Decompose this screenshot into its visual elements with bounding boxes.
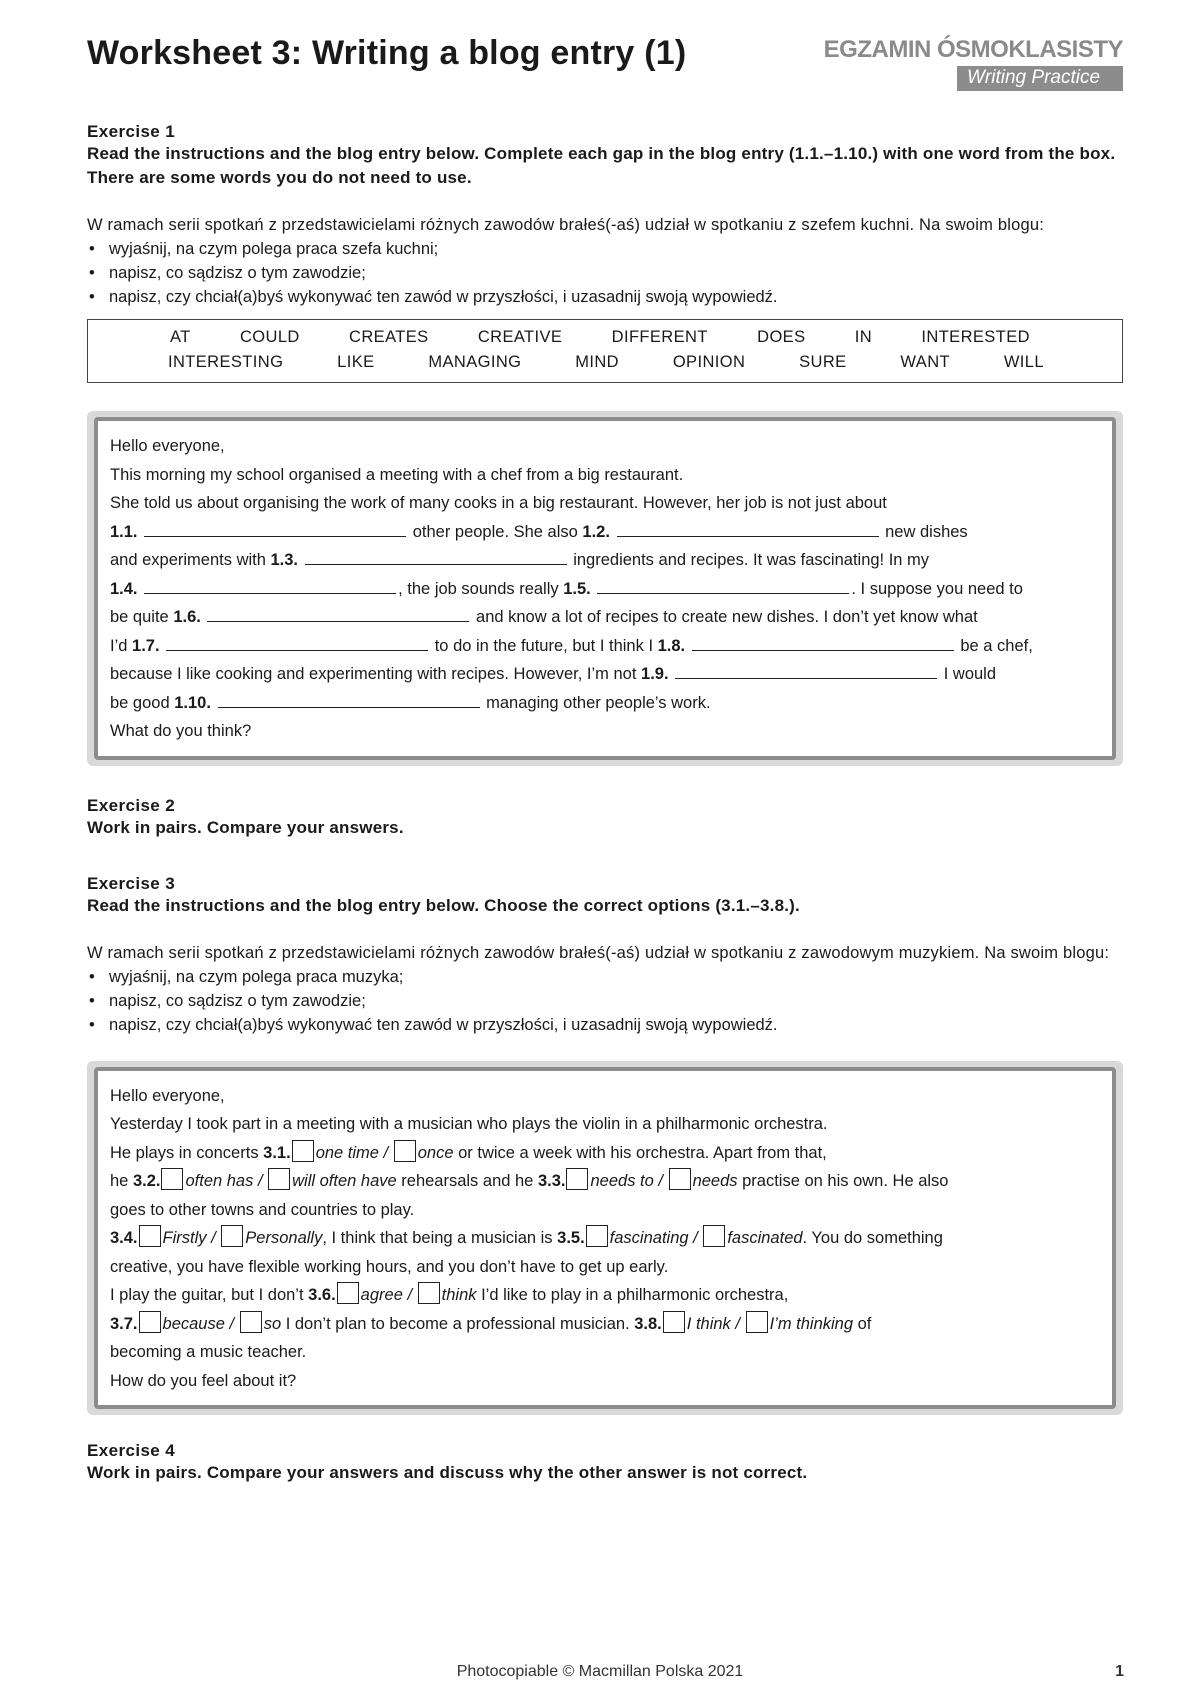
blog-line: What do you think? xyxy=(110,722,252,740)
option-text: agree / xyxy=(360,1286,413,1304)
blog-text: I would xyxy=(939,665,997,683)
blog-line xyxy=(110,689,1100,718)
option-text: fascinating / xyxy=(609,1229,698,1247)
word-item: MIND xyxy=(575,353,619,371)
blog-text: or twice a week with his orchestra. Apart from that, xyxy=(453,1143,827,1162)
word-item: CREATIVE xyxy=(477,328,563,346)
option-checkbox-3-3-a[interactable] xyxy=(566,1168,588,1190)
option-number: 3.6. xyxy=(308,1286,336,1304)
word-item: WANT xyxy=(900,353,950,371)
exercise-4-instruction: Work in pairs. Compare your answers and discuss why the other answer is not correct. xyxy=(87,1463,808,1482)
option-checkbox-3-7-b[interactable] xyxy=(240,1311,262,1333)
option-text: will often have xyxy=(292,1172,397,1190)
blog-line xyxy=(110,1281,1100,1310)
page-header xyxy=(87,30,1123,100)
gap-1-5[interactable] xyxy=(597,577,849,594)
blog-line: Yesterday I took part in a meeting with a musician who plays the violin in a philharmonic orchestra. xyxy=(110,1115,828,1133)
blog-line xyxy=(110,1139,1100,1168)
worksheet-page xyxy=(87,30,1123,1485)
blog-line: Hello everyone, xyxy=(110,437,225,455)
title-worksheet-number: Worksheet 3: xyxy=(87,34,303,72)
blog-text: he xyxy=(110,1172,133,1190)
gap-number: 1.3. xyxy=(270,551,299,569)
gap-number: 1.9. xyxy=(641,665,669,683)
exercise-1-heading: Exercise 1 xyxy=(87,122,176,141)
list-item: • napisz, czy chciał(a)byś wykonywać ten zawód w przyszłości, i uzasadnij swoją wypowiedź. xyxy=(87,1013,1123,1037)
blog-entry-3 xyxy=(94,1067,1116,1410)
word-item: INTERESTED xyxy=(921,328,1030,346)
option-number: 3.1. xyxy=(263,1143,291,1162)
blog-text: other people. She also xyxy=(408,522,583,541)
option-checkbox-3-6-a[interactable] xyxy=(337,1282,359,1304)
blog-text: ingredients and recipes. It was fascinating! In my xyxy=(568,551,930,569)
option-text: one time / xyxy=(315,1143,389,1162)
word-item: SURE xyxy=(799,353,847,371)
option-checkbox-3-3-b[interactable] xyxy=(669,1168,691,1190)
option-checkbox-3-2-a[interactable] xyxy=(161,1168,183,1190)
blog-text: I’d like to play in a philharmonic orchestra, xyxy=(476,1286,789,1304)
gap-1-3[interactable] xyxy=(305,548,567,565)
option-checkbox-3-1-b[interactable] xyxy=(394,1140,416,1162)
option-text: think xyxy=(441,1286,477,1304)
gap-number: 1.1. xyxy=(110,522,138,541)
page-number: 1 xyxy=(1115,1663,1124,1680)
option-number: 3.3. xyxy=(537,1172,566,1190)
blog-line xyxy=(110,1167,1100,1196)
gap-number: 1.4. xyxy=(110,579,138,598)
exercise-3-bullets xyxy=(87,965,1123,1037)
option-number: 3.7. xyxy=(110,1314,138,1333)
gap-1-8[interactable] xyxy=(692,634,954,651)
copyright-notice: Photocopiable © Macmillan Polska 2021 xyxy=(456,1663,744,1680)
blog-text: I play the guitar, but I don’t xyxy=(110,1286,309,1304)
blog-entry-1-frame xyxy=(87,411,1123,766)
list-item: • wyjaśnij, na czym polega praca szefa kuchni; xyxy=(87,237,1123,261)
option-number: 3.8. xyxy=(634,1314,662,1333)
option-text: because / xyxy=(162,1314,235,1333)
option-checkbox-3-2-b[interactable] xyxy=(268,1168,290,1190)
blog-text: . I suppose you need to xyxy=(851,579,1023,598)
brand-logo xyxy=(824,36,1123,91)
blog-entry-3-frame xyxy=(87,1061,1123,1416)
blog-text: and experiments with xyxy=(110,551,271,569)
option-text: so xyxy=(263,1314,282,1333)
option-checkbox-3-5-a[interactable] xyxy=(586,1225,608,1247)
blog-line xyxy=(110,1310,1100,1339)
blog-line: How do you feel about it? xyxy=(110,1371,297,1390)
blog-text: He plays in concerts xyxy=(110,1143,264,1162)
gap-1-10[interactable] xyxy=(218,691,480,708)
option-checkbox-3-6-b[interactable] xyxy=(418,1282,440,1304)
gap-number: 1.7. xyxy=(132,636,160,655)
exercise-4-heading: Exercise 4 xyxy=(87,1441,176,1460)
list-item: • wyjaśnij, na czym polega praca muzyka; xyxy=(87,965,1123,989)
exercise-3-heading: Exercise 3 xyxy=(87,873,176,893)
blog-entry-1 xyxy=(94,417,1116,760)
option-checkbox-3-8-a[interactable] xyxy=(663,1311,685,1333)
gap-1-1[interactable] xyxy=(144,520,406,537)
gap-number: 1.8. xyxy=(657,636,686,655)
exercise-1-bullets xyxy=(87,237,1123,309)
word-box-row-1 xyxy=(170,328,1030,347)
blog-line: goes to other towns and countries to play. xyxy=(110,1200,415,1219)
blog-line: This morning my school organised a meeting with a chef from a big restaurant. xyxy=(110,465,684,484)
gap-1-9[interactable] xyxy=(675,662,937,679)
word-box xyxy=(87,319,1123,383)
blog-text: managing other people’s work. xyxy=(481,693,711,712)
option-text: once xyxy=(417,1143,454,1162)
option-text: I’m thinking xyxy=(769,1314,854,1333)
brand-tag: Writing Practice xyxy=(957,66,1123,91)
gap-number: 1.10. xyxy=(174,693,211,712)
gap-1-4[interactable] xyxy=(144,577,396,594)
option-text: needs xyxy=(692,1172,738,1190)
blog-text: , I think that being a musician is xyxy=(322,1229,558,1247)
blog-text: be a chef, xyxy=(955,636,1033,655)
exercise-2-heading: Exercise 2 xyxy=(87,795,176,815)
blog-text: . You do something xyxy=(802,1229,943,1247)
option-text: I think / xyxy=(686,1314,740,1333)
word-item: INTERESTING xyxy=(168,353,284,371)
title-text: Writing a blog entry (1) xyxy=(302,34,687,72)
word-item: OPINION xyxy=(672,353,746,371)
blog-text: and know a lot of recipes to create new dishes. I don’t yet know what xyxy=(471,608,978,626)
blog-line: She told us about organising the work of many cooks in a big restaurant. However, her job is not just about xyxy=(110,494,887,512)
gap-1-7[interactable] xyxy=(166,634,428,651)
gap-number: 1.2. xyxy=(582,522,610,541)
exercise-2-instruction: Work in pairs. Compare your answers. xyxy=(87,817,404,837)
blog-text: of xyxy=(853,1314,872,1333)
blog-text: be good xyxy=(110,693,175,712)
blog-text: rehearsals and he xyxy=(396,1172,538,1190)
blog-line xyxy=(110,632,1100,661)
blog-line xyxy=(110,660,1100,689)
blog-line: creative, you have flexible working hours, and you don’t have to get up early. xyxy=(110,1257,669,1276)
blog-text: be quite xyxy=(110,608,174,626)
blog-line xyxy=(110,603,1100,632)
word-item: MANAGING xyxy=(428,353,522,371)
blog-text: to do in the future, but I think I xyxy=(430,636,658,655)
option-number: 3.4. xyxy=(110,1229,138,1247)
word-box-row-2 xyxy=(168,353,1044,372)
gap-1-2[interactable] xyxy=(617,520,879,537)
option-checkbox-3-8-b[interactable] xyxy=(746,1311,768,1333)
option-checkbox-3-1-a[interactable] xyxy=(292,1140,314,1162)
blog-text: , the job sounds really xyxy=(398,579,564,598)
word-item: CREATES xyxy=(349,328,429,346)
brand-name: EGZAMIN ÓSMOKLASISTY xyxy=(823,36,1123,63)
blog-line xyxy=(110,575,1100,604)
page-title xyxy=(87,34,686,73)
option-checkbox-3-4-a[interactable] xyxy=(139,1225,161,1247)
blog-line xyxy=(110,1224,1100,1253)
word-item: LIKE xyxy=(337,353,375,371)
word-item: AT xyxy=(170,328,191,346)
word-item: WILL xyxy=(1003,353,1044,371)
exercise-3-instruction: Read the instructions and the blog entry below. Choose the correct options (3.1.–3.8.). xyxy=(87,895,800,915)
list-item: • napisz, czy chciał(a)byś wykonywać ten zawód w przyszłości, i uzasadnij swoją wypowiedź. xyxy=(87,285,1123,309)
exercise-1-instruction: Read the instructions and the blog entry below. Complete each gap in the blog entry (1.1.–1.10.) with one word from the box. There are some words you do not need to use. xyxy=(87,144,1116,187)
option-checkbox-3-7-a[interactable] xyxy=(139,1311,161,1333)
blog-text: I’d xyxy=(110,636,133,655)
blog-text: I don’t plan to become a professional musician. xyxy=(281,1314,635,1333)
blog-text: because I like cooking and experimenting with recipes. However, I’m not xyxy=(110,665,642,683)
blog-text: practise on his own. He also xyxy=(737,1172,949,1190)
option-checkbox-3-5-b[interactable] xyxy=(703,1225,725,1247)
blog-line xyxy=(110,518,1100,547)
exercise-3-task: W ramach serii spotkań z przedstawicielami różnych zawodów brałeś(-aś) udział w spotkaniu z zawodowym muzykiem. Na swoim blogu: xyxy=(87,943,1110,962)
option-text: often has / xyxy=(185,1172,263,1190)
word-item: DOES xyxy=(757,328,806,346)
gap-number: 1.6. xyxy=(173,608,201,626)
list-item: • napisz, co sądzisz o tym zawodzie; xyxy=(87,989,1123,1013)
word-item: IN xyxy=(854,328,873,346)
option-text: fascinated xyxy=(727,1229,803,1247)
blog-line xyxy=(110,546,1100,575)
exercise-1-task: W ramach serii spotkań z przedstawicielami różnych zawodów brałeś(-aś) udział w spotkaniu z szefem kuchni. Na swoim blogu: xyxy=(87,216,1045,234)
word-item: COULD xyxy=(239,328,300,346)
list-item: • napisz, co sądzisz o tym zawodzie; xyxy=(87,261,1123,285)
word-item: DIFFERENT xyxy=(611,328,708,346)
blog-line: becoming a music teacher. xyxy=(110,1343,307,1361)
blog-text: new dishes xyxy=(880,522,968,541)
blog-line: Hello everyone, xyxy=(110,1086,225,1105)
option-text: Personally xyxy=(245,1229,323,1247)
gap-1-6[interactable] xyxy=(207,605,469,622)
option-text: needs to / xyxy=(590,1172,663,1190)
gap-number: 1.5. xyxy=(563,579,591,598)
option-number: 3.5. xyxy=(557,1229,585,1247)
option-text: Firstly / xyxy=(162,1229,216,1247)
option-checkbox-3-4-b[interactable] xyxy=(221,1225,243,1247)
option-number: 3.2. xyxy=(132,1172,161,1190)
